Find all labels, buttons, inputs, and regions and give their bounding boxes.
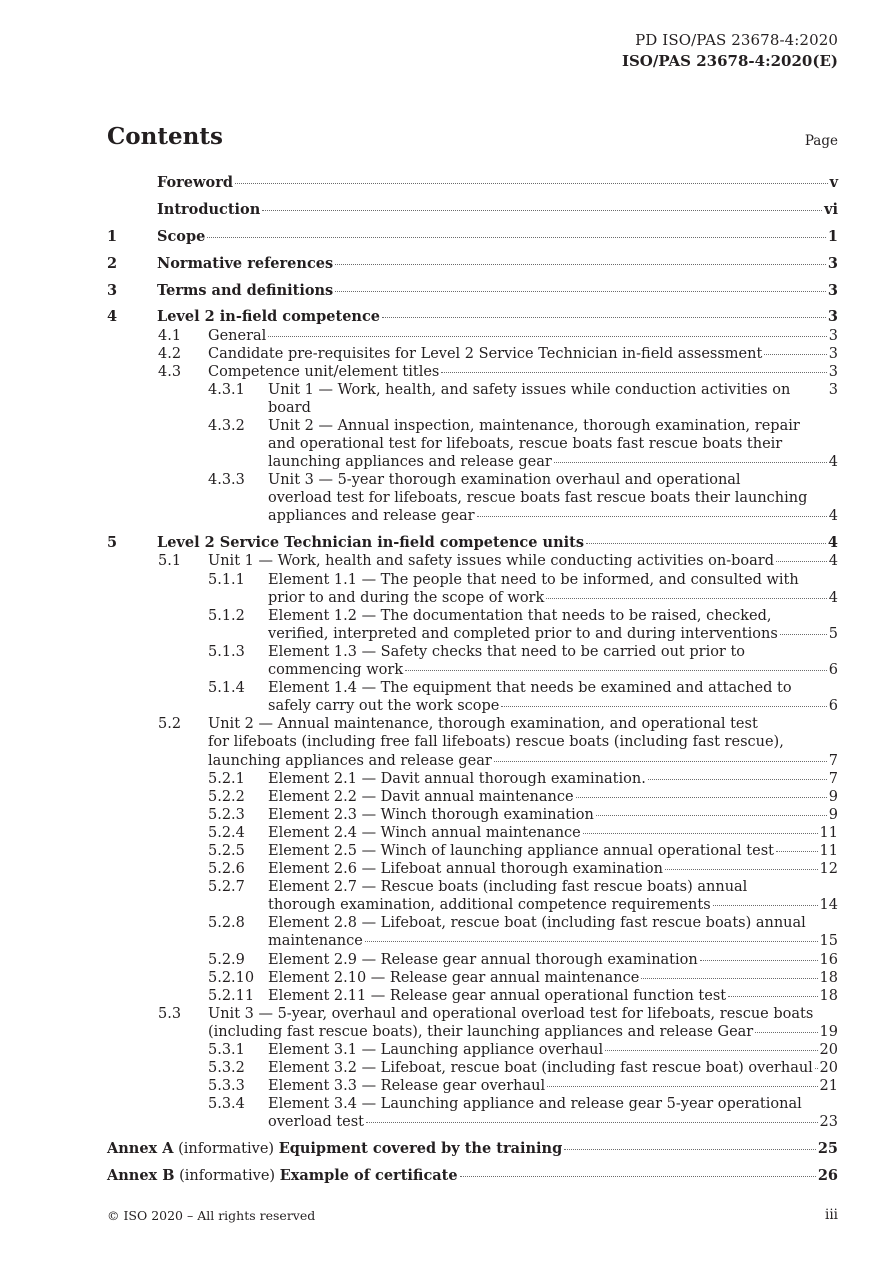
toc-entry-text [208,552,838,570]
toc-entry-line [157,228,838,246]
toc-entry-line [268,489,838,507]
toc-entry[interactable] [107,327,838,345]
toc-entry-page: 3 [828,345,838,362]
toc-entry-number: 5.3 [158,1005,182,1022]
toc-entry-title: Unit 2 — Annual maintenance, thorough examination, and operational test [208,716,758,733]
toc-entry-number: 5.2.11 [208,987,255,1004]
toc-entry-text [157,308,838,326]
dot-leader [576,797,827,798]
dot-leader [596,815,827,816]
toc-entry-page: 4 [828,589,838,606]
toc-entry-line [268,643,838,661]
toc-entry[interactable] [107,607,838,643]
toc-entry-text [208,345,838,363]
toc-entry-title: launching appliances and release gear [208,752,492,769]
toc-entry-text [208,363,838,381]
toc-entry-text [107,1140,838,1158]
toc-entry-number: 5.2.7 [208,879,245,896]
toc-entry-line [268,679,838,697]
toc-entry-title: Element 2.6 — Lifeboat annual thorough examination [268,861,663,878]
toc-entry[interactable] [107,1059,838,1077]
toc-entry-line [268,1059,838,1077]
toc-entry-line [268,914,838,932]
dot-leader [700,960,818,961]
toc-entry-number: 5.2.1 [208,770,245,787]
toc-entry[interactable] [107,806,838,824]
toc-entry[interactable] [107,842,838,860]
toc-entry-line [268,661,838,679]
toc-entry[interactable] [107,308,838,326]
toc-entry-text [268,987,838,1005]
toc-entry-text [157,534,838,552]
toc-entry-title: Unit 1 — Work, health and safety issues while conducting activities on-board [208,553,774,570]
toc-entry-page: 3 [827,308,838,326]
toc-entry-line [268,969,838,987]
toc-entry-line [268,607,838,625]
toc-entry-line [268,987,838,1005]
toc-entry-number: 5.2.9 [208,951,245,968]
toc-entry-page: 4 [828,508,838,525]
toc-entry[interactable] [107,914,838,950]
copyright-notice: © ISO 2020 – All rights reserved [107,1208,316,1223]
toc-entry[interactable] [107,571,838,607]
toc-entry[interactable] [107,345,838,363]
toc-entry-title: Terms and definitions [157,281,334,299]
toc-entry-title: and operational test for lifeboats, rescue boats fast rescue boats their [268,436,783,453]
toc-entry[interactable] [107,878,838,914]
dot-leader [713,905,818,906]
toc-entry-title: commencing work [268,662,404,679]
dot-leader [728,996,817,997]
toc-entry-line [268,806,838,824]
toc-entry-text [268,1059,838,1077]
toc-entry-number: 5 [107,534,118,552]
annex-title: Example of certificate [279,1167,458,1185]
toc-entry-title: Element 2.8 — Lifeboat, rescue boat (including fast rescue boats) annual [268,915,806,932]
toc-entry-text [268,878,838,914]
toc-entry-line [107,1140,838,1158]
toc-annex-entry[interactable] [107,1167,838,1185]
toc-entry[interactable] [107,1095,838,1131]
toc-entry-text [268,824,838,842]
toc-entry-line [268,507,838,525]
toc-entry-line [268,932,838,950]
dot-leader [335,291,826,292]
document-id-bold: ISO/PAS 23678-4:2020(E) [621,52,838,70]
toc-entry-number: 5.3.3 [208,1078,245,1095]
toc-entry-text [268,1095,838,1131]
toc-entry-page: 20 [819,1042,838,1058]
toc-entry-title: overload test [268,1114,365,1131]
toc-entry-text [268,571,838,607]
toc-entry-page: 4 [828,553,838,570]
toc-entry-title: verified, interpreted and completed prior to and during interventions [268,625,778,642]
toc-entry-title: Competence unit/element titles [208,363,440,380]
toc-entry-line [268,571,838,589]
toc-entry-text [268,1041,838,1059]
toc-entry-page: 15 [819,933,838,950]
toc-entry[interactable] [107,363,838,381]
toc-entry-text [157,174,838,192]
toc-entry-title: Unit 1 — Work, health, and safety issues while conduction activities on board [268,381,791,416]
toc-entry-number: 4.3 [158,363,182,380]
toc-entry-page: 1 [827,227,838,245]
toc-entry-number: 5.1.1 [208,571,245,588]
toc-entry-title: Element 2.10 — Release gear annual maintenance [268,969,640,986]
toc-entry-text [268,381,838,417]
annex-label: Annex A [107,1140,174,1158]
toc-entry-title: Foreword [157,174,233,191]
toc-entry-line [208,733,838,751]
toc-entry-number: 5.2.6 [208,861,245,878]
toc-entry-title: Element 2.1 — Davit annual thorough examination. [268,770,646,787]
toc-entry-number: 1 [107,227,118,245]
toc-entry-page: 4 [828,454,838,471]
toc-entry-line [268,381,838,417]
toc-entry[interactable] [107,987,838,1005]
toc-entry-line [268,1113,838,1131]
toc-entry-text [107,1167,838,1185]
toc-entry-title: Element 1.1 — The people that need to be informed, and consulted with [268,571,799,588]
toc-entry-number: 5.3.4 [208,1096,245,1113]
toc-entry-page: 14 [819,897,838,914]
toc-entry-line [268,1041,838,1059]
dot-leader [441,372,826,373]
toc-entry-title: Element 1.3 — Safety checks that need to be carried out prior to [268,643,746,660]
dot-leader [501,706,826,707]
toc-entry-number: 4.3.1 [208,381,245,398]
toc-entry-text [268,417,838,471]
toc-entry-title: Element 3.4 — Launching appliance and release gear 5-year operational [268,1096,802,1113]
toc-entry-line [268,697,838,715]
toc-entry-title: Level 2 in-field competence [157,308,381,326]
toc-entry-line [157,255,838,273]
toc-entry-page: 7 [828,752,838,769]
toc-entry-text [268,643,838,679]
toc-entry-text [157,255,838,273]
toc-entry-page: v [829,174,838,191]
annex-heading [107,1167,458,1185]
dot-leader [648,779,827,780]
toc-entry-number: 2 [107,254,118,272]
toc-entry-text [157,282,838,300]
toc-entry-line [268,435,838,453]
toc-entry-page: 9 [828,806,838,823]
toc-entry-title: Element 3.2 — Lifeboat, rescue boat (including fast rescue boat) overhaul [268,1060,813,1077]
toc-entry-title: Unit 2 — Annual inspection, maintenance, thorough examination, repair [268,418,800,435]
annex-informative: (informative) [173,1141,279,1158]
toc-entry-number: 5.1 [158,553,182,570]
dot-leader [382,317,826,318]
toc-entry-text [268,1077,838,1095]
toc-entry-page: 3 [827,254,838,272]
toc-entry-page: 3 [828,363,838,380]
toc-entry-title: Element 2.4 — Winch annual maintenance [268,824,581,841]
toc-entry[interactable] [107,282,838,300]
toc-entry-page: 16 [819,951,838,968]
toc-entry[interactable] [107,679,838,715]
toc-entry-page: 11 [819,824,838,841]
page-column-label: Page [804,133,838,149]
toc-entry-line [208,363,838,381]
toc-entry-number [107,201,157,219]
toc-entry-number [107,174,157,192]
toc-entry[interactable] [107,1077,838,1095]
toc-entry-number: 5.3.1 [208,1042,245,1058]
toc-entry-number: 4.3.3 [208,472,245,489]
toc-entry[interactable] [107,643,838,679]
annex-informative: (informative) [174,1168,280,1185]
toc-entry-line [268,1077,838,1095]
toc-entry[interactable] [107,201,838,219]
dot-leader [335,264,826,265]
toc-entry-number: 5.2.8 [208,915,245,932]
toc-entry-title: safely carry out the work scope [268,698,500,715]
toc-entry-title: Unit 3 — 5-year, overhaul and operational overload test for lifeboats, rescue boats [208,1005,814,1022]
toc-entry-line [268,878,838,896]
toc-entry[interactable] [107,860,838,878]
dot-leader [207,237,826,238]
toc-entry-title: Element 1.2 — The documentation that needs to be raised, checked, [268,607,772,624]
toc-entry-page: vi [824,200,838,218]
toc-entry-title: thorough examination, additional competence requirements [268,897,711,914]
toc-entry-number: 5.2.10 [208,969,255,986]
toc-entry-title: Unit 3 — 5-year thorough examination overhaul and operational [268,472,741,489]
dot-leader [780,634,827,635]
toc-entry-number: 5.2.4 [208,824,245,841]
toc-entry-line [268,951,838,969]
dot-leader [554,462,827,463]
dot-leader [268,336,826,337]
dot-leader [764,354,826,355]
toc-entry-title: overload test for lifeboats, rescue boats fast rescue boats their launching [268,490,808,507]
toc-entry-title: Normative references [157,254,334,272]
toc-annex-entry[interactable] [107,1140,838,1158]
toc-entry-title: Scope [157,227,206,245]
toc-entry[interactable] [107,174,838,192]
toc-entry-number: 3 [107,281,118,299]
toc-entry[interactable] [107,824,838,842]
toc-entry-text [268,860,838,878]
toc-entry-text [208,327,838,345]
toc-entry-text [268,969,838,987]
toc-entry-line [268,788,838,806]
dot-leader [477,516,827,517]
toc-entry-page: 3 [827,281,838,299]
toc-entry-line [208,1023,838,1041]
dot-leader [546,598,827,599]
toc-entry-line [268,860,838,878]
toc-entry[interactable] [107,552,838,570]
toc-entry-line [157,282,838,300]
page-number: iii [825,1207,838,1223]
toc-entry-title: Element 2.3 — Winch thorough examination [268,806,594,823]
toc-entry-page: 19 [819,1023,838,1040]
toc-entry-title: Element 2.2 — Davit annual maintenance [268,788,574,805]
toc-entry-title: launching appliances and release gear [268,454,552,471]
toc-entry-line [208,552,838,570]
toc-entry-text [268,951,838,969]
toc-entry-text [157,228,838,246]
toc-entry[interactable] [107,715,838,769]
dot-leader [564,1149,816,1150]
dot-leader [583,833,818,834]
toc-entry-line [208,752,838,770]
toc-entry-number: 4 [107,308,118,326]
toc-entry-line [208,1005,838,1023]
toc-entry-text [208,1005,838,1041]
toc-entry-text [268,607,838,643]
toc-entry[interactable] [107,1041,838,1059]
toc-entry-title: Element 2.11 — Release gear annual operational function test [268,987,727,1004]
toc-entry-page: 9 [828,788,838,805]
toc-entry-text [157,201,838,219]
dot-leader [262,210,822,211]
toc-entry-page: 6 [828,662,838,679]
toc-entry-number: 4.3.2 [208,418,245,435]
page-title: Contents [107,123,223,150]
toc-entry[interactable] [107,228,838,246]
toc-entry-line [268,453,838,471]
toc-entry-text [268,770,838,788]
toc-entry-title: Element 2.7 — Rescue boats (including fast rescue boats) annual [268,879,748,896]
toc-entry-title: Element 3.3 — Release gear overhaul [268,1078,546,1095]
toc-entry-line [208,345,838,363]
toc-entry[interactable] [107,534,838,552]
toc-entry-title: (including fast rescue boats), their launching appliances and release Gear [208,1023,754,1040]
toc-entry-page: 3 [828,381,838,398]
toc-entry-number: 5.3.2 [208,1060,245,1077]
dot-leader [405,670,827,671]
toc-entry-title: prior to and during the scope of work [268,589,545,606]
toc-entry-line [157,308,838,326]
toc-entry-line [208,327,838,345]
toc-entry-number: 4.2 [158,345,182,362]
toc-entry-number: 5.1.2 [208,607,245,624]
toc-entry-title: appliances and release gear [268,508,475,525]
dot-leader [366,1122,818,1123]
toc-entry-title: for lifeboats (including free fall lifeboats) rescue boats (including fast rescue), [208,734,784,751]
dot-leader [586,543,826,544]
toc-entry-page: 21 [819,1078,838,1095]
toc-entry-page: 18 [819,987,838,1004]
toc-entry-number: 4.1 [158,327,182,344]
toc-entry-number: 5.2.2 [208,788,245,805]
toc-entry-text [268,679,838,715]
toc-entry[interactable] [107,770,838,788]
toc-entry-title: Level 2 Service Technician in-field competence units [157,534,584,552]
toc-entry-page: 4 [827,534,838,552]
toc-entry-title: Element 2.9 — Release gear annual thorough examination [268,951,698,968]
dot-leader [365,941,818,942]
toc-entry-title: Element 2.5 — Winch of launching appliance annual operational test [268,842,774,859]
toc-entry-text [208,715,838,769]
dot-leader [605,1050,817,1051]
toc-entry[interactable] [107,417,838,471]
toc-entry-number: 5.2.3 [208,806,245,823]
annex-heading [107,1140,562,1158]
toc-entry-number: 5.1.3 [208,643,245,660]
toc-entry-title: General [208,327,267,344]
toc-entry-page: 23 [819,1114,838,1131]
toc-entry-page: 12 [819,861,838,878]
dot-leader [665,869,818,870]
toc-entry-line [157,174,838,192]
toc-entry-page: 5 [828,625,838,642]
toc-entry-line [157,201,838,219]
toc-entry-page: 6 [828,698,838,715]
toc-entry-line [208,715,838,733]
toc-entry-text [268,806,838,824]
toc-entry-title: Element 1.4 — The equipment that needs be examined and attached to [268,680,792,697]
toc-entry-number: 5.1.4 [208,680,245,697]
toc-entry-line [268,471,838,489]
toc-entry-page: 3 [828,327,838,344]
dot-leader [755,1032,817,1033]
annex-label: Annex B [107,1167,175,1185]
toc-entry-page: 18 [819,969,838,986]
toc-entry[interactable] [107,969,838,987]
dot-leader [460,1176,816,1177]
dot-leader [235,183,828,184]
dot-leader [815,1068,818,1069]
toc-entry[interactable] [107,788,838,806]
toc-entry-text [268,914,838,950]
toc-entry-line [268,625,838,643]
dot-leader [547,1086,817,1087]
toc-entry-page: 26 [817,1167,838,1185]
toc-entry-line [268,770,838,788]
dot-leader [776,851,818,852]
table-of-contents [107,174,838,1185]
toc-entry[interactable] [107,951,838,969]
document-id: PD ISO/PAS 23678-4:2020 [635,31,838,49]
toc-entry-line [268,896,838,914]
toc-entry-text [268,471,838,525]
toc-entry-line [107,1167,838,1185]
toc-entry-line [157,534,838,552]
toc-entry-line [268,417,838,435]
annex-title: Equipment covered by the training [278,1140,563,1158]
toc-entry[interactable] [107,255,838,273]
toc-entry-page: 7 [828,770,838,787]
toc-entry-title: maintenance [268,933,363,950]
toc-entry-number: 5.2.5 [208,842,245,859]
toc-entry-page: 11 [819,842,838,859]
dot-leader [641,978,817,979]
toc-entry-line [268,842,838,860]
toc-entry[interactable] [107,471,838,525]
toc-entry-number: 5.2 [158,716,182,733]
toc-entry[interactable] [107,381,838,417]
toc-entry-line [268,824,838,842]
toc-entry[interactable] [107,1005,838,1041]
toc-entry-line [268,1095,838,1113]
dot-leader [494,761,827,762]
toc-entry-title: Candidate pre-requisites for Level 2 Service Technician in-field assessment [208,345,763,362]
toc-entry-line [268,589,838,607]
toc-entry-text [268,842,838,860]
toc-entry-text [268,788,838,806]
toc-entry-page: 20 [819,1060,838,1077]
toc-entry-page: 25 [817,1140,838,1158]
dot-leader [776,561,827,562]
toc-entry-title: Introduction [157,200,261,218]
toc-entry-title: Element 3.1 — Launching appliance overhaul [268,1042,604,1058]
